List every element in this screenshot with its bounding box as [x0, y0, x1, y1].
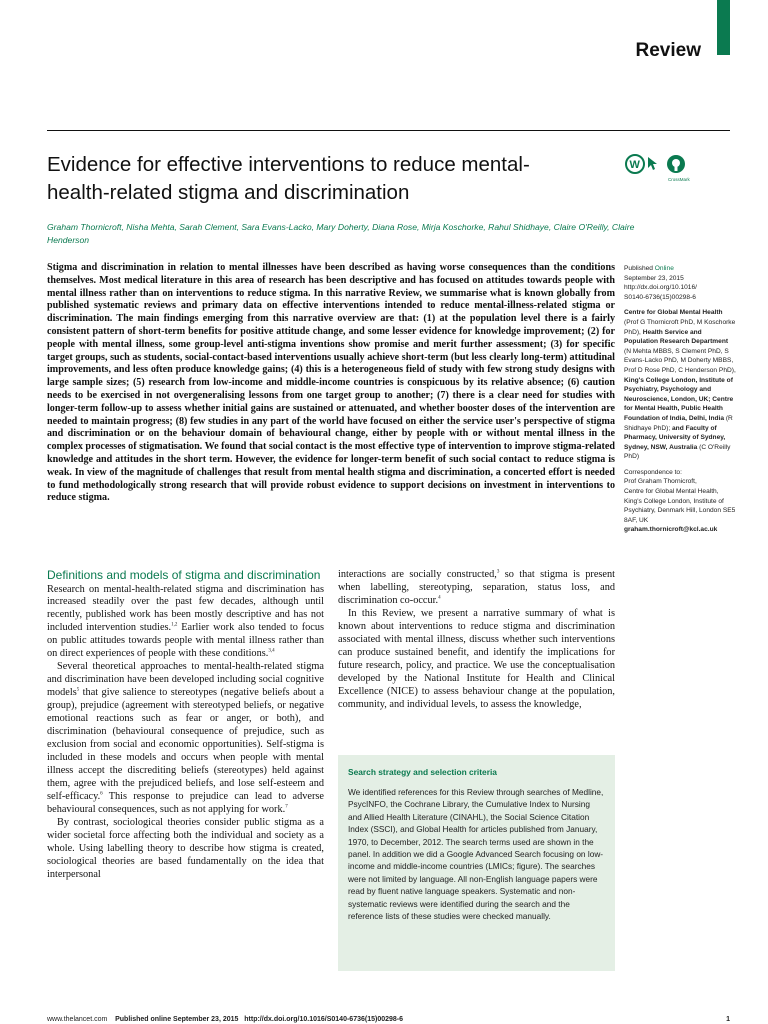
affiliations: Centre for Global Mental Health (Prof G Thornicroft PhD, M Koschorke PhD), Health Service and Population Research Department (N Mehta MBBS, S Clement PhD, S Evans-Lacko PhD, M Doherty MBBS, Prof D Rose PhD, C Henderson PhD), King's College London, Institute of Psychiatry, Psychology and Neuroscience, London, UK; Centre for Mental Health, Public Health Foundation of India, Delhi, India (R Shidhaye PhD); and Faculty of Pharmacy, University of Sydney, Sydney, NSW, Australia (C O'Reilly PhD) — [624, 309, 736, 461]
crossmark-label: CrossMark — [668, 177, 690, 182]
body-paragraph: By contrast, sociological theories consider public stigma as a wider societal force affecting both the individual and society as a whole. Using labelling theory to describe how stigma is created, sociological theories are based fundamentally on the idea that interpersonal — [47, 817, 324, 881]
open-access-icon[interactable] — [626, 155, 644, 173]
correspondence-email[interactable]: graham.thornicroft@kcl.ac.uk — [624, 526, 718, 534]
page-footer — [47, 1016, 730, 1023]
article-title: Evidence for effective interventions to reduce mental-health-related stigma and discrimination — [47, 153, 530, 204]
published-online-link[interactable]: Online — [654, 265, 674, 272]
doi-link[interactable]: http://dx.doi.org/10.1016/ — [624, 284, 697, 292]
panel-body: We identified references for this Review through searches of Medline, PsycINFO, the Cochrane Library, the Cumulative Index to Nursing and Allied Health Literature (CINAHL), the Social Science Citation Index (SSCI), and Global Health for articles published from January, 1970, to December, 2012. The search terms used are shown in the panel. In addition we did a Google Advanced Search focusing on low-income and middle-income countries (LMICs; figure). The searches were not limited by language. All non-English language papers were read by fluent native language speakers. Systematic and non-systematic reviews were identified during the search and the reference lists of these studies were checked manually. — [348, 787, 604, 922]
svg-text:W: W — [629, 159, 640, 171]
author-list: Graham Thornicroft, Nisha Mehta, Sarah Clement, Sara Evans-Lacko, Mary Doherty, Diana Rose, Mirja Koschorke, Rahul Shidhaye, Claire O'Reilly, Claire Henderson — [47, 222, 635, 245]
panel-title: Search strategy and selection criteria — [348, 767, 497, 777]
journal-color-tab — [717, 0, 730, 55]
footer-published: Published online September 23, 2015 — [115, 1016, 239, 1023]
section-heading: Definitions and models of stigma and discrimination — [47, 568, 321, 582]
search-strategy-panel — [338, 755, 615, 971]
article-badges — [624, 153, 704, 185]
section-label: Review — [635, 40, 701, 61]
body-paragraph: interactions are socially constructed,$^3$ so that stigma is present when labelling, stereotyping, separation, status loss, and discrimination co-occur.$^4$ — [338, 569, 615, 606]
header-rule — [47, 130, 730, 131]
body-paragraph: Research on mental-health-related stigma and discrimination has increased steadily over the past few decades, although until recently, published work has been mostly descriptive and has not included intervention studies.$^{1,2}$ Earlier work also tended to focus on public attitudes towards people with mental illness rather than on direct experiences of people with these conditions.$^{3,4}$ — [47, 583, 324, 660]
journal-site-link[interactable]: www.thelancet.com — [47, 1016, 108, 1023]
correspondence: Correspondence to: Prof Graham Thornicroft, Centre for Global Mental Health, King's College London, Institute of Psychiatry, Denmark Hill, London SE5 8AF, UK graham.thornicroft@kcl.ac.uk — [624, 468, 736, 534]
body-paragraph: Several theoretical approaches to mental-health-related stigma and discrimination have been developed including social cognitive models$^5$ that give salience to stereotypes (negative beliefs about a group), prejudice (agreement with stereotyped beliefs, or negative emotional reactions such as fear or anger, or both), and discrimination (behavioural consequence of prejudice, such as exclusion from social and economic opportunities). Self-stigma is included in these models and occurs when people with mental illness accept the discrediting beliefs (stereotypes) held against them, agree with the prejudiced beliefs, and lose self-esteem and self-efficacy.$^6$ This response to prejudice can lead to adverse behavioural consequences, such as not applying for work.$^7$ — [47, 661, 324, 816]
article-sidebar — [624, 264, 736, 541]
crossmark-icon[interactable] — [667, 155, 685, 173]
footer-doi[interactable]: http://dx.doi.org/10.1016/S0140-6736(15)00298-6 — [244, 1016, 404, 1023]
cursor-icon — [648, 157, 657, 170]
publication-info: Published Online September 23, 2015 http://dx.doi.org/10.1016/ S0140-6736(15)00298-6 — [624, 265, 697, 301]
page-number: 1 — [726, 1016, 730, 1023]
body-paragraph: In this Review, we present a narrative summary of what is known about interventions to reduce stigma and discrimination associated with mental illness, discuss whether such interventions can produce sustained benefit, and identify the implications for future research, policy, and practice. We use the conceptualisation developed by the National Institute for Health and Clinical Excellence (NICE) to assess behaviour change at the population, community, and individual levels, to assess the knowledge, — [338, 607, 615, 710]
body-column-right — [338, 569, 615, 712]
body-column-left — [47, 569, 324, 882]
abstract: Stigma and discrimination in relation to mental illnesses have been described as having worse consequences than the conditions themselves. Most medical literature in this area of research has been descriptive and has focused on attitudes towards people with mental illness rather than on interventions to reduce stigma. In this narrative Review, we summarise what is known globally from published systematic reviews and primary data on effective interventions intended to reduce mental-illness-related stigma or discrimination. The main findings emerging from this narrative overview are that: (1) at the population level there is a fairly consistent pattern of short-term benefits for positive attitude change, and some lesser evidence for knowledge improvement; (2) for people with mental illness, some group-level anti-stigma inventions show promise and merit further assessment; (3) for specific target groups, such as students, social-contact-based interventions usually achieve short-term (but less clearly long-term) attitudinal improvements, and less often produce knowledge gains; (4) this is a heterogeneous field of study with few strong study designs with large sample sizes; (5) research from low-income and middle-income countries is conspicuous by its relative absence; (6) caution needs to be exercised in not overgeneralising lessons from one target group to another; (7) there is a clear need for studies with longer-term follow-up to assess whether initial gains are sustained or attenuated, and whether booster doses of the intervention are needed to maintain progress; (8) few studies in any part of the world have focused on either the service user's perspective of stigma and discrimination or on the behaviour domain of behavioural change, either by people with or without mental illness in the complex processes of stigmatisation. We found that social contact is the most effective type of intervention to improve stigma-related knowledge and attitudes in the short term. However, the evidence for longer-term benefit of such social contact to reduce stigma is weak. In view of the magnitude of challenges that result from mental health stigma and discrimination, a concerted effort is needed to fund methodologically strong research that will provide robust evidence to support decisions on investment in interventions to reduce stigma. — [47, 262, 615, 504]
